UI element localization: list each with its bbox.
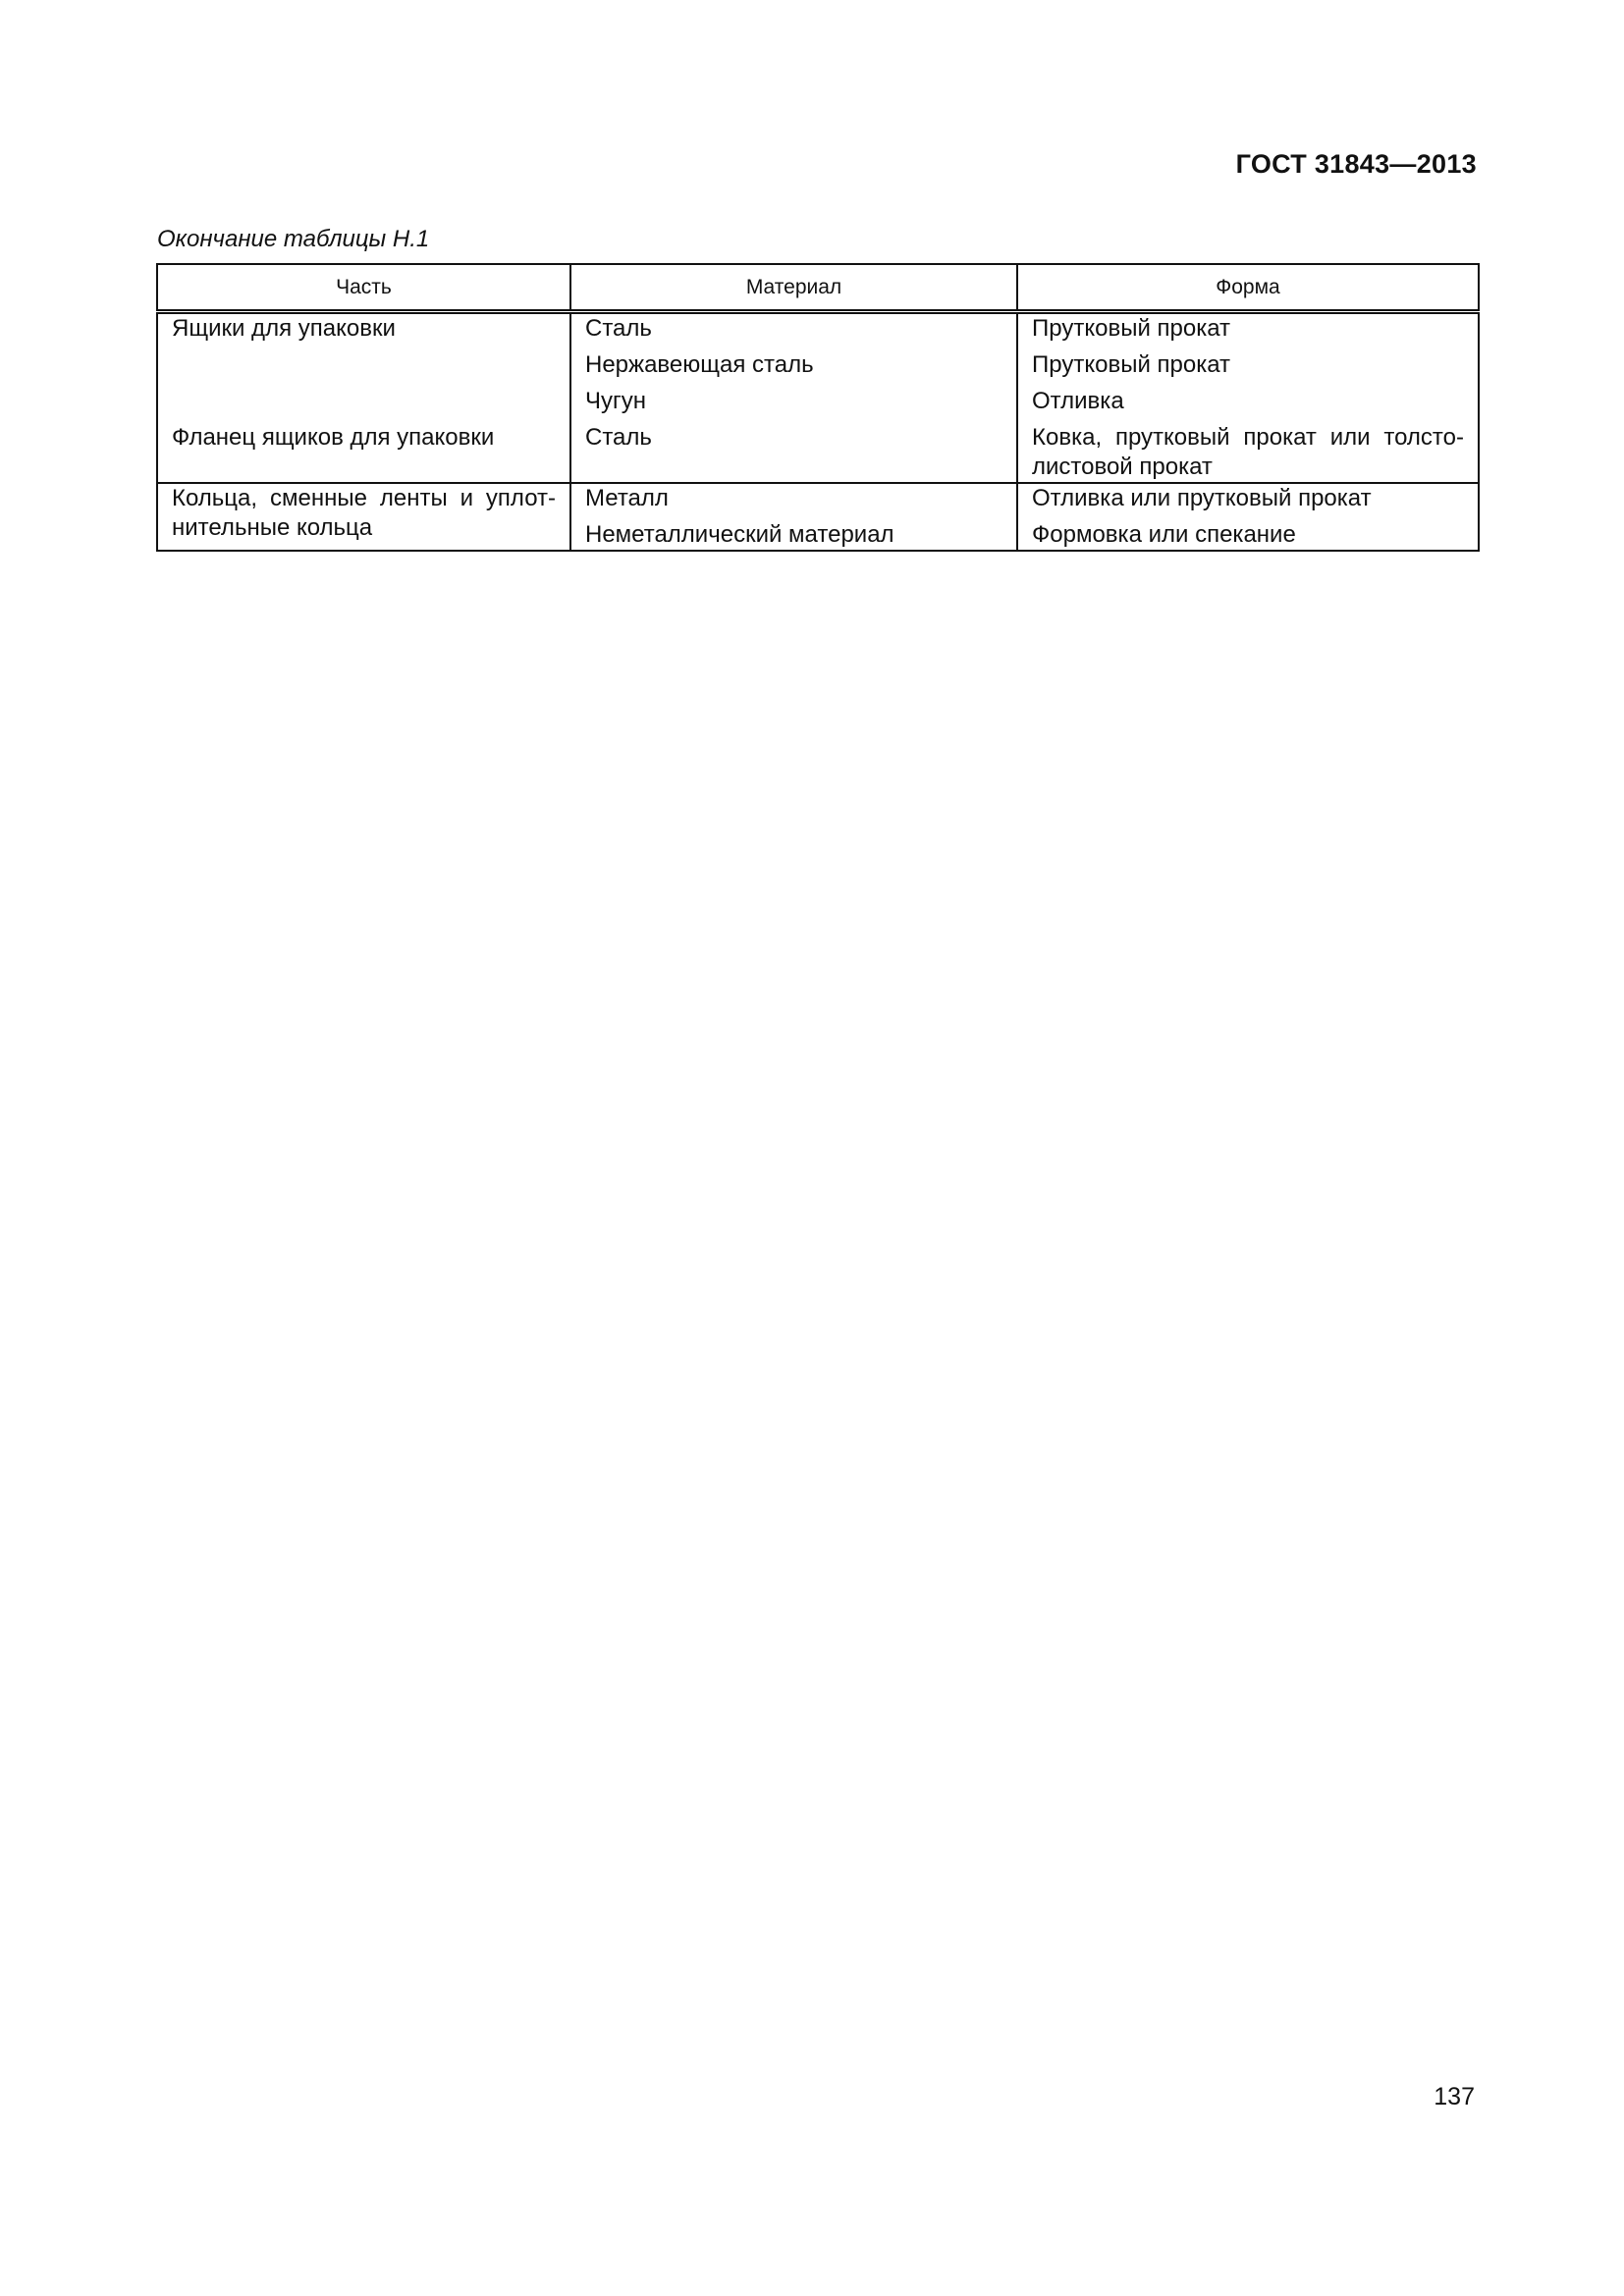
column-header-material: Материал bbox=[570, 264, 1017, 312]
material-cell bbox=[570, 483, 1017, 551]
part-cell bbox=[157, 312, 570, 484]
material-label: Сталь bbox=[585, 424, 652, 451]
form-label: Отливка bbox=[1032, 388, 1124, 414]
material-label: Нержавеющая сталь bbox=[585, 351, 814, 378]
document-code: ГОСТ 31843—2013 bbox=[1235, 149, 1477, 179]
part-label: Ящики для упаковки bbox=[172, 315, 396, 342]
form-label: Формовка или спекание bbox=[1032, 521, 1296, 548]
material-cell bbox=[570, 312, 1017, 484]
page-number: 137 bbox=[1434, 2083, 1475, 2110]
table-row bbox=[157, 312, 1479, 484]
material-label: Металл bbox=[585, 485, 669, 511]
column-header-form: Форма bbox=[1017, 264, 1479, 312]
form-label: Прутковый прокат bbox=[1032, 315, 1231, 342]
part-cell bbox=[157, 483, 570, 551]
part-label: Фланец ящиков для упаковки bbox=[172, 424, 495, 451]
form-label: Прутковый прокат bbox=[1032, 351, 1231, 378]
material-label: Сталь bbox=[585, 315, 652, 342]
form-cell bbox=[1017, 483, 1479, 551]
form-cell bbox=[1017, 312, 1479, 484]
form-label: Отливка или прутковый прокат bbox=[1032, 485, 1372, 511]
table-row bbox=[157, 483, 1479, 551]
material-label: Чугун bbox=[585, 388, 647, 414]
material-label: Неметаллический материал bbox=[585, 521, 894, 548]
form-label: Ковка, прутковый прокат или толсто-листовой прокат bbox=[1032, 424, 1464, 480]
table-header-row bbox=[157, 264, 1479, 312]
table-caption: Окончание таблицы Н.1 bbox=[157, 226, 430, 252]
materials-table bbox=[156, 263, 1480, 552]
part-label: Кольца, сменные ленты и уплот-нительные кольца bbox=[172, 485, 556, 541]
column-header-part: Часть bbox=[157, 264, 570, 312]
